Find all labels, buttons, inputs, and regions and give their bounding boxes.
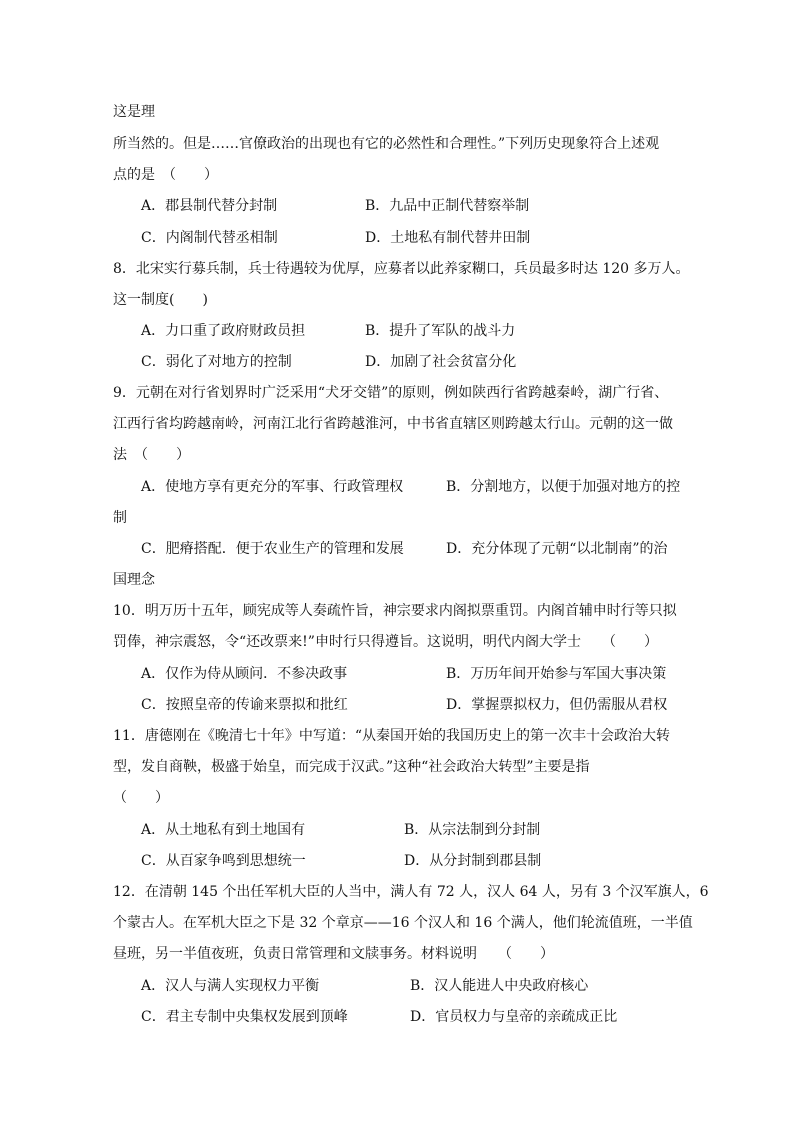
q11-line-1: 11．唐德刚在《晚清七十年》中写道：“从秦国开始的我国历史上的第一次丰十会政治大转: [113, 728, 670, 744]
q11-option-a: A．从土地私有到土地国有: [141, 822, 306, 838]
q10-option-b: B．万历年间开始参与军国大事决策: [446, 666, 667, 682]
q11-option-d: D．从分封制到郡县制: [404, 853, 542, 869]
q10-option-d: D．掌握票拟权力，但仍需服从君权: [446, 697, 668, 713]
q10-option-a: A．仅作为侍从顾问．不参决政事: [141, 666, 348, 682]
q8-option-c: C．弱化了对地方的控制: [141, 354, 292, 370]
q9-line-2: 江西行省均跨越南岭，河南江北行省跨越淮河，中书省直辖区则跨越太行山。元朝的这一做: [113, 416, 673, 432]
q9-option-d-continued: 国理念: [113, 572, 155, 588]
q12-option-d: D．官员权力与皇帝的亲疏成正比: [410, 1009, 618, 1025]
q7-line-3: 点的是 （ ）: [113, 167, 218, 183]
q9-line-1: 9．元朝在对行省划界时广泛采用“犬牙交错”的原则，例如陕西行省跨越秦岭，湖广行省、: [113, 385, 669, 401]
q9-line-3: 法 （ ）: [113, 447, 190, 463]
q11-option-b: B．从宗法制到分封制: [404, 822, 541, 838]
q12-option-b: B．汉人能进人中央政府核心: [410, 978, 589, 994]
q7-option-a: A．郡县制代替分封制: [141, 198, 278, 214]
q8-line-1: 8．北宋实行募兵制，兵士待遇较为优厚，应募者以此养家糊口，兵员最多时达 120 多万人。: [113, 261, 690, 277]
q9-option-c: C．肥瘠搭配．便于农业生产的管理和发展: [141, 541, 404, 557]
q8-option-a: A．力口重了政府财政员担: [141, 323, 306, 339]
q7-option-b: B．九品中正制代替察举制: [365, 198, 530, 214]
q10-line-1: 10．明万历十五年，顾宪成等人奏疏忤旨，神宗要求内阁拟票重罚。内阁首辅申时行等只拟: [113, 603, 677, 619]
q7-option-c: C．内阁制代替丞相制: [141, 230, 278, 246]
q11-line-2: 型，发自商鞅，极盛于始皇，而完成于汉武。”这种“社会政治大转型”主要是指: [113, 759, 590, 775]
q7-line-1: 这是理: [113, 104, 155, 120]
q12-option-c: C．君主专制中央集权发展到顶峰: [141, 1009, 348, 1025]
q9-option-a: A．使地方享有更充分的军事、行政管理权: [141, 479, 404, 495]
q12-line-3: 昼班，另一半值夜班，负责日常管理和文牍事务。材料说明 （ ）: [113, 946, 554, 962]
q8-option-b: B．提升了军队的战斗力: [365, 323, 516, 339]
q11-line-3: （ ）: [113, 790, 169, 806]
q9-option-d: D．充分体现了元朝“以北制南”的治: [446, 541, 668, 557]
q11-option-c: C．从百家争鸣到思想统一: [141, 853, 306, 869]
q9-option-b: B．分割地方，以便于加强对地方的控: [446, 479, 681, 495]
q12-line-2: 个蒙古人。在军机大臣之下是 32 个章京——16 个汉人和 16 个满人，他们轮流值班，一半值: [113, 915, 693, 931]
q7-line-2: 所当然的。但是……官僚政治的出现也有它的必然性和合理性。”下列历史现象符合上述观: [113, 136, 660, 152]
q7-option-d: D．土地私有制代替井田制: [365, 230, 531, 246]
q12-option-a: A．汉人与满人实现权力平衡: [141, 978, 320, 994]
q12-line-1: 12．在清朝 145 个出任军机大臣的人当中，满人有 72 人，汉人 64 人，另有 3 个汉军旗人，6: [113, 884, 709, 900]
q8-line-2: 这一制度( ): [113, 292, 208, 308]
q9-option-b-continued: 制: [113, 510, 127, 526]
q8-option-d: D．加剧了社会贫富分化: [365, 354, 517, 370]
q10-line-2: 罚俸，神宗震怒，令“还改票来!”申时行只得遵旨。这说明，明代内阁大学士 （ ）: [113, 634, 658, 650]
q10-option-c: C．按照皇帝的传谕来票拟和批红: [141, 697, 348, 713]
